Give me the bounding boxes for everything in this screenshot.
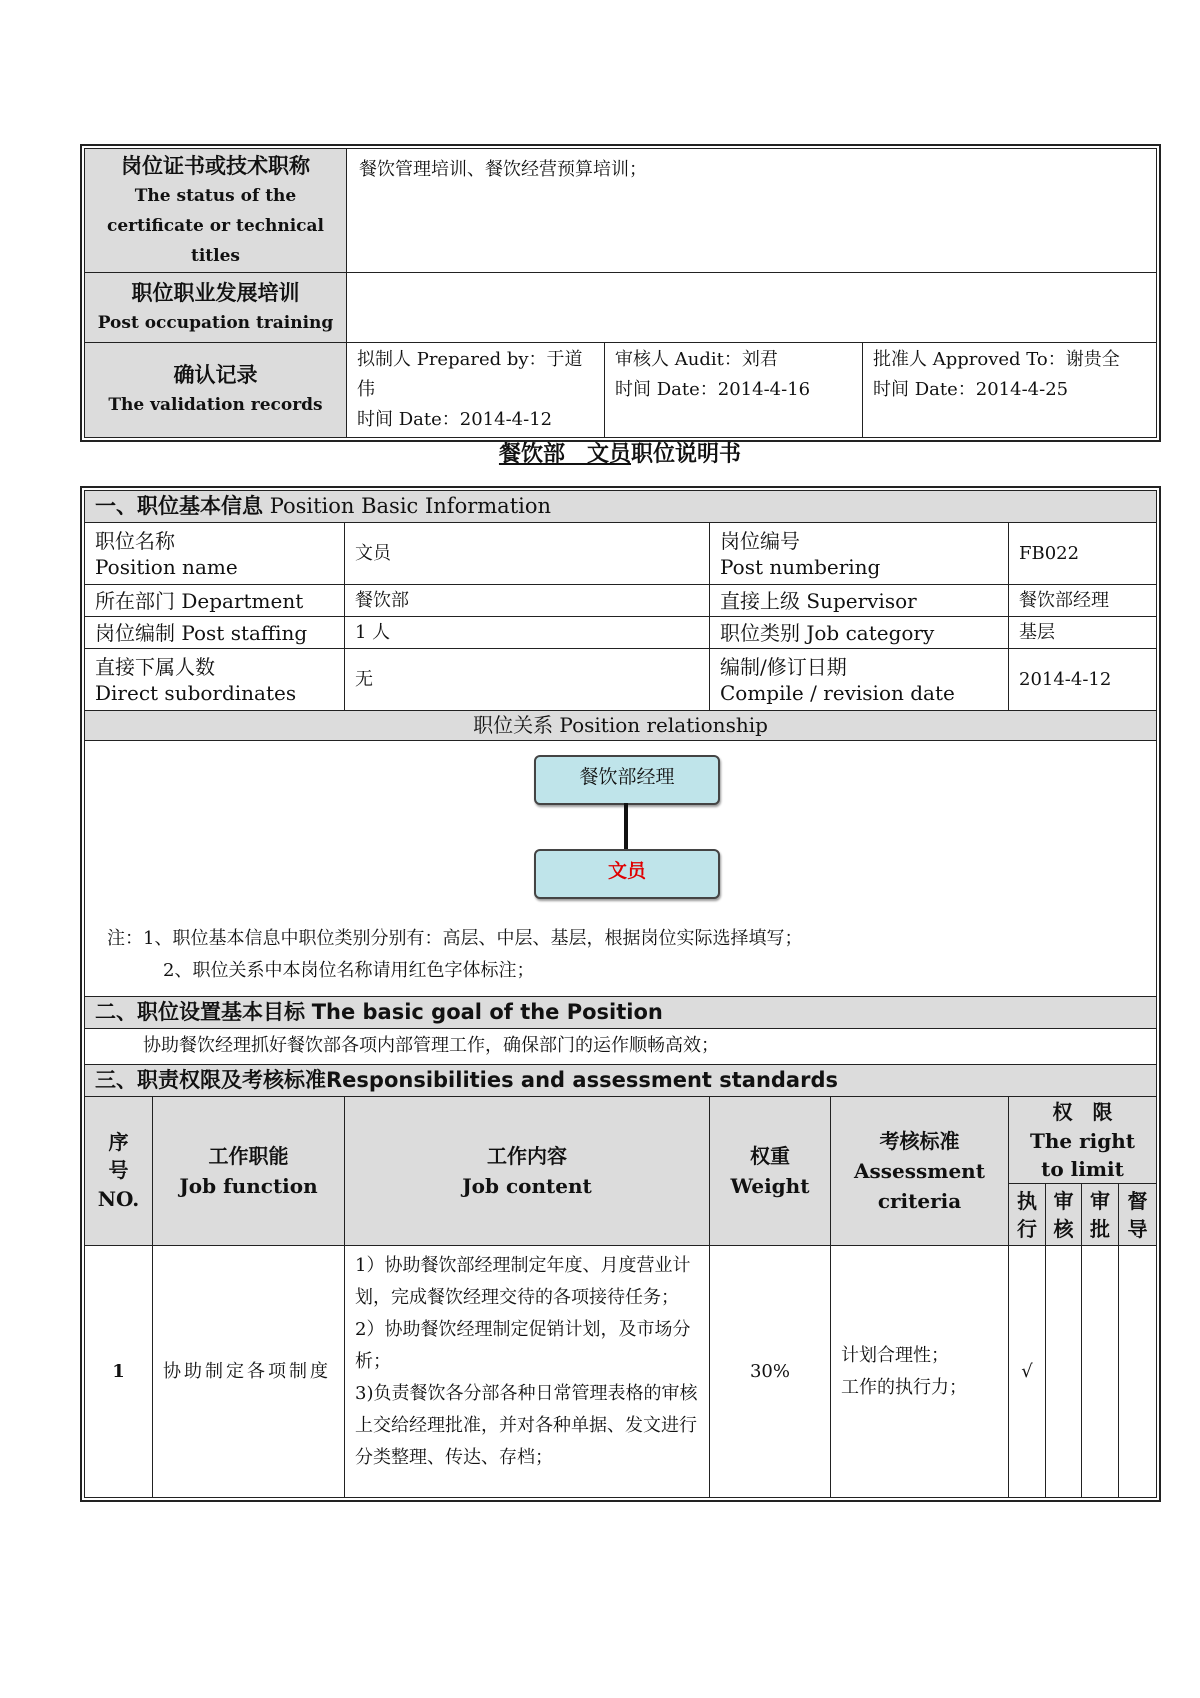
cert-label-zh: 岗位证书或技术职称 (121, 152, 310, 178)
cert-value: 餐饮管理培训、餐饮经营预算培训； (347, 149, 1157, 273)
supervisor-value: 餐饮部经理 (1009, 585, 1157, 617)
goal-text: 协助餐饮经理抓好餐饮部各项内部管理工作，确保部门的运作顺畅高效； (85, 1029, 1157, 1065)
header-criteria-en: Assessment criteria (854, 1159, 985, 1213)
relationship-label: 职位关系 Position relationship (85, 711, 1157, 741)
title-rest: 职位说明书 (631, 442, 742, 467)
row-function: 协助制定各项制度 (153, 1246, 345, 1498)
name-label-en: Position name (95, 554, 238, 579)
row-no: 1 (85, 1246, 153, 1498)
date-label-zh: 编制/修订日期 (720, 654, 847, 679)
staffing-value: 1 人 (345, 617, 710, 649)
title-gap (565, 442, 587, 467)
table-row (85, 1246, 1157, 1498)
header-sub-approve: 审批 (1082, 1184, 1119, 1246)
title-role: 文员 (587, 442, 632, 467)
header-no-zh: 序号 (108, 1130, 129, 1182)
header-weight-zh: 权重 (750, 1144, 790, 1168)
header-criteria (831, 1097, 1009, 1246)
name-label (85, 523, 345, 585)
category-value: 基层 (1009, 617, 1157, 649)
prepared-by: 拟制人 Prepared by：于道伟 (357, 349, 583, 400)
row-content-2: 2）协助餐饮经理制定促销计划，及市场分析； (355, 1319, 691, 1372)
header-function-zh: 工作职能 (208, 1144, 289, 1168)
header-sub-review: 审核 (1046, 1184, 1082, 1246)
basic-section-en: Position Basic Information (269, 494, 552, 518)
header-right (1009, 1097, 1157, 1184)
row-criteria (831, 1246, 1009, 1498)
name-label-zh: 职位名称 (95, 528, 175, 553)
cert-label-en: The status of the certificate or technical titles (107, 185, 324, 266)
subordinates-label-en: Direct subordinates (95, 680, 297, 705)
header-content (345, 1097, 710, 1246)
row-weight: 30% (710, 1246, 831, 1498)
dept-label: 所在部门 Department (85, 585, 345, 617)
header-function (153, 1097, 345, 1246)
position-description-table (84, 490, 1157, 1498)
header-right-zh: 权 限 (1052, 1100, 1113, 1124)
header-content-zh: 工作内容 (487, 1144, 567, 1168)
section-responsibilities (85, 1065, 1157, 1097)
approved-by: 批准人 Approved To：谢贵全 (873, 349, 1120, 370)
row-criteria-1: 计划合理性； (841, 1344, 949, 1366)
note-1: 注：1、职位基本信息中职位类别分别有：高层、中层、基层，根据岗位实际选择填写； (107, 928, 803, 949)
prepared-cell (347, 343, 605, 438)
subordinates-label (85, 649, 345, 711)
number-label-en: Post numbering (720, 554, 881, 579)
approved-date: 时间 Date：2014-4-25 (873, 379, 1069, 400)
section-basic-info (85, 491, 1157, 523)
number-value: FB022 (1009, 523, 1157, 585)
training-label-en: Post occupation training (97, 312, 334, 333)
header-weight-en: Weight (730, 1174, 810, 1198)
validation-label-en: The validation records (108, 395, 323, 415)
dept-value: 餐饮部 (345, 585, 710, 617)
approved-cell (863, 343, 1157, 438)
org-box-clerk: 文员 (534, 849, 720, 899)
validation-table (84, 148, 1157, 438)
row-mark-review (1046, 1246, 1082, 1498)
subordinates-label-zh: 直接下属人数 (95, 654, 215, 679)
prepared-date: 时间 Date：2014-4-12 (357, 409, 553, 430)
number-label (710, 523, 1009, 585)
section-goal (85, 997, 1157, 1029)
cert-label-cell (85, 149, 347, 273)
row-criteria-2: 工作的执行力； (841, 1376, 967, 1398)
header-sub-supervise: 督导 (1119, 1184, 1157, 1246)
note-2: 2、职位关系中本岗位名称请用红色字体标注； (163, 960, 535, 981)
notes (107, 923, 802, 987)
staffing-label: 岗位编制 Post staffing (85, 617, 345, 649)
row-content (345, 1246, 710, 1498)
title-dept-suffix: 部 (542, 442, 565, 467)
org-connector-line (624, 803, 628, 849)
relationship-area (85, 741, 1157, 997)
date-label (710, 649, 1009, 711)
subordinates-value: 无 (345, 649, 710, 711)
header-sub-execute: 执行 (1009, 1184, 1046, 1246)
row-mark-approve (1082, 1246, 1119, 1498)
row-mark-execute: √ (1009, 1246, 1046, 1498)
header-function-en: Job function (179, 1174, 318, 1198)
number-label-zh: 岗位编号 (720, 528, 800, 553)
header-weight (710, 1097, 831, 1246)
validation-label-zh: 确认记录 (173, 362, 258, 387)
header-criteria-zh: 考核标准 (879, 1129, 960, 1153)
supervisor-label: 直接上级 Supervisor (710, 585, 1009, 617)
org-box-manager: 餐饮部经理 (534, 755, 720, 805)
date-label-en: Compile / revision date (720, 680, 955, 705)
resp-section-zh: 三、职责权限及考核标准 (95, 1068, 326, 1092)
goal-section-en: The basic goal of the Position (311, 1000, 663, 1024)
header-content-en: Job content (462, 1174, 592, 1198)
training-label-zh: 职位职业发展培训 (131, 279, 300, 305)
audit-cell (605, 343, 863, 438)
training-value (347, 273, 1157, 343)
header-right-en: The right to limit (1030, 1129, 1136, 1181)
audit-date: 时间 Date：2014-4-16 (615, 379, 811, 400)
row-content-3: 3)负责餐饮各分部各种日常管理表格的审核上交给经理批准，并对各种单据、发文进行分类整理、传达、存档； (355, 1383, 698, 1468)
resp-section-en: Responsibilities and assessment standards (326, 1068, 838, 1092)
date-value: 2014-4-12 (1009, 649, 1157, 711)
category-label: 职位类别 Job category (710, 617, 1009, 649)
audit-by: 审核人 Audit：刘君 (615, 349, 778, 370)
row-mark-supervise (1119, 1246, 1157, 1498)
name-value: 文员 (345, 523, 710, 585)
header-no (85, 1097, 153, 1246)
header-no-en: NO. (97, 1187, 140, 1211)
document-title (0, 437, 1200, 468)
training-label-cell (85, 273, 347, 343)
goal-section-zh: 二、职位设置基本目标 (95, 1000, 305, 1024)
basic-section-zh: 一、职位基本信息 (95, 494, 263, 518)
validation-label-cell (85, 343, 347, 438)
row-content-1: 1）协助餐饮部经理制定年度、月度营业计划，完成餐饮经理交待的各项接待任务； (355, 1255, 691, 1308)
title-dept: 餐饮 (498, 442, 543, 467)
